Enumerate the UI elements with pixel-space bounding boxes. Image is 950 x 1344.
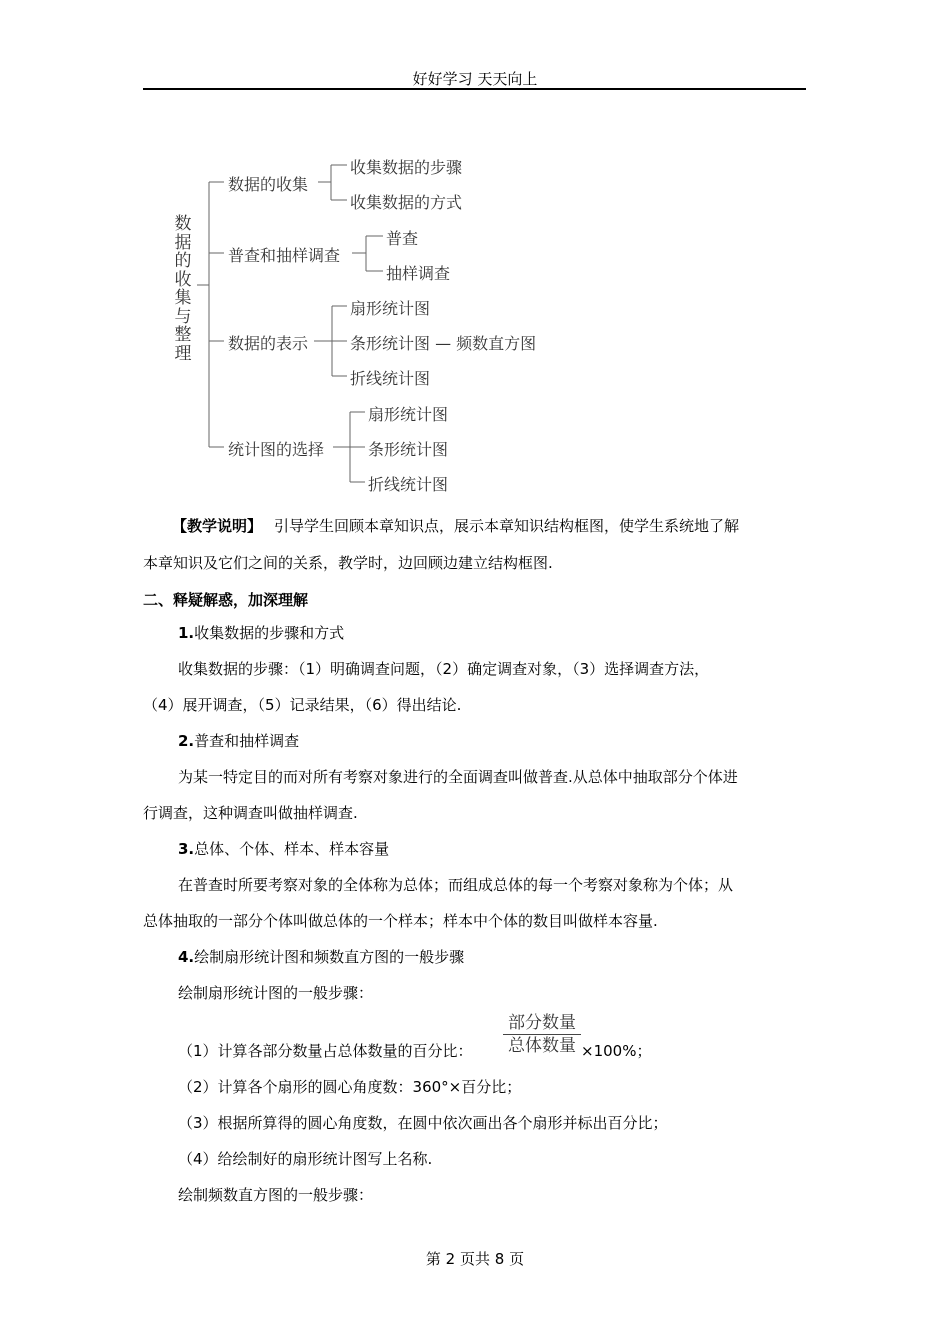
tree-leaf-1-2: 收集数据的方式 xyxy=(350,193,463,212)
item1-line2: （4）展开调查，（5）记录结果，（6）得出结论. xyxy=(143,696,462,714)
item4-step1: （1）计算各部分数量占总体数量的百分比： xyxy=(178,1042,473,1060)
section2-heading: 二、释疑解惑，加深理解 xyxy=(143,591,309,609)
root-ticks xyxy=(209,182,224,447)
tree-leaf-2-2: 抽样调查 xyxy=(386,264,451,283)
item4-heading: 4.绘制扇形统计图和频数直方图的一般步骤 xyxy=(178,948,465,966)
teaching-note-line1: 【教学说明】 引导学生回顾本章知识点，展示本章知识结构框图，使学生系统地了解 xyxy=(172,517,740,535)
tree-leaf-4-3: 折线统计图 xyxy=(368,475,449,494)
item4-step3: （3）根据所算得的圆心角度数，在圆中依次画出各个扇形并标出百分比； xyxy=(178,1114,668,1132)
fraction-denominator: 总体数量 xyxy=(508,1036,576,1056)
tree-leaf-3-2: 条形统计图 — 频数直方图 xyxy=(350,334,537,353)
tree-root-title: 数据的收集与整理 xyxy=(174,214,192,364)
item4-sub2: 绘制频数直方图的一般步骤： xyxy=(178,1186,374,1204)
fraction-numerator: 部分数量 xyxy=(508,1013,576,1033)
branch2-bracket xyxy=(352,236,383,271)
branch4-bracket xyxy=(333,412,365,482)
item4-sub1: 绘制扇形统计图的一般步骤： xyxy=(178,984,374,1002)
tree-branch-4: 统计图的选择 xyxy=(228,440,325,459)
page-header: 好好学习 天天向上 xyxy=(412,70,538,88)
percentage-fraction xyxy=(503,1012,581,1057)
item1-line1: 收集数据的步骤：（1）明确调查问题，（2）确定调查对象，（3）选择调查方法， xyxy=(178,660,710,678)
item3-line2: 总体抽取的一部分个体叫做总体的一个样本；样本中个体的数目叫做样本容量. xyxy=(143,912,658,930)
tree-leaf-3-1: 扇形统计图 xyxy=(350,299,431,318)
branch1-bracket xyxy=(318,165,347,200)
tree-branch-2: 普查和抽样调查 xyxy=(228,246,341,265)
tree-leaf-3-3: 折线统计图 xyxy=(350,369,431,388)
tree-leaf-1-1: 收集数据的步骤 xyxy=(350,158,463,177)
branch3-bracket xyxy=(314,306,347,376)
item2-line1: 为某一特定目的而对所有考察对象进行的全面调查叫做普查.从总体中抽取部分个体进 xyxy=(178,768,738,786)
tree-branch-3: 数据的表示 xyxy=(228,334,309,353)
item3-heading: 3.总体、个体、样本、样本容量 xyxy=(178,840,390,858)
teaching-note-label: 【教学说明】 xyxy=(172,517,263,535)
item4-step2: （2）计算各个扇形的圆心角度数：360°×百分比； xyxy=(178,1078,522,1096)
item3-line1: 在普查时所要考察对象的全体称为总体；而组成总体的每一个考察对象称为个体；从 xyxy=(178,876,734,894)
tree-branch-1: 数据的收集 xyxy=(228,175,309,194)
item4-step1-tail: ×100%； xyxy=(581,1042,652,1060)
page-footer: 第 2 页共 8 页 xyxy=(425,1250,525,1268)
teaching-note-line2: 本章知识及它们之间的关系，教学时，边回顾边建立结构框图. xyxy=(143,554,553,572)
item1-heading: 1.收集数据的步骤和方式 xyxy=(178,624,345,642)
item2-line2: 行调查，这种调查叫做抽样调查. xyxy=(143,804,358,822)
item2-heading: 2.普查和抽样调查 xyxy=(178,732,300,750)
tree-leaf-2-1: 普查 xyxy=(386,229,419,248)
item4-step4: （4）给绘制好的扇形统计图写上名称. xyxy=(178,1150,433,1168)
tree-leaf-4-1: 扇形统计图 xyxy=(368,405,449,424)
tree-leaf-4-2: 条形统计图 xyxy=(368,440,449,459)
structure-diagram-lines xyxy=(0,0,950,520)
